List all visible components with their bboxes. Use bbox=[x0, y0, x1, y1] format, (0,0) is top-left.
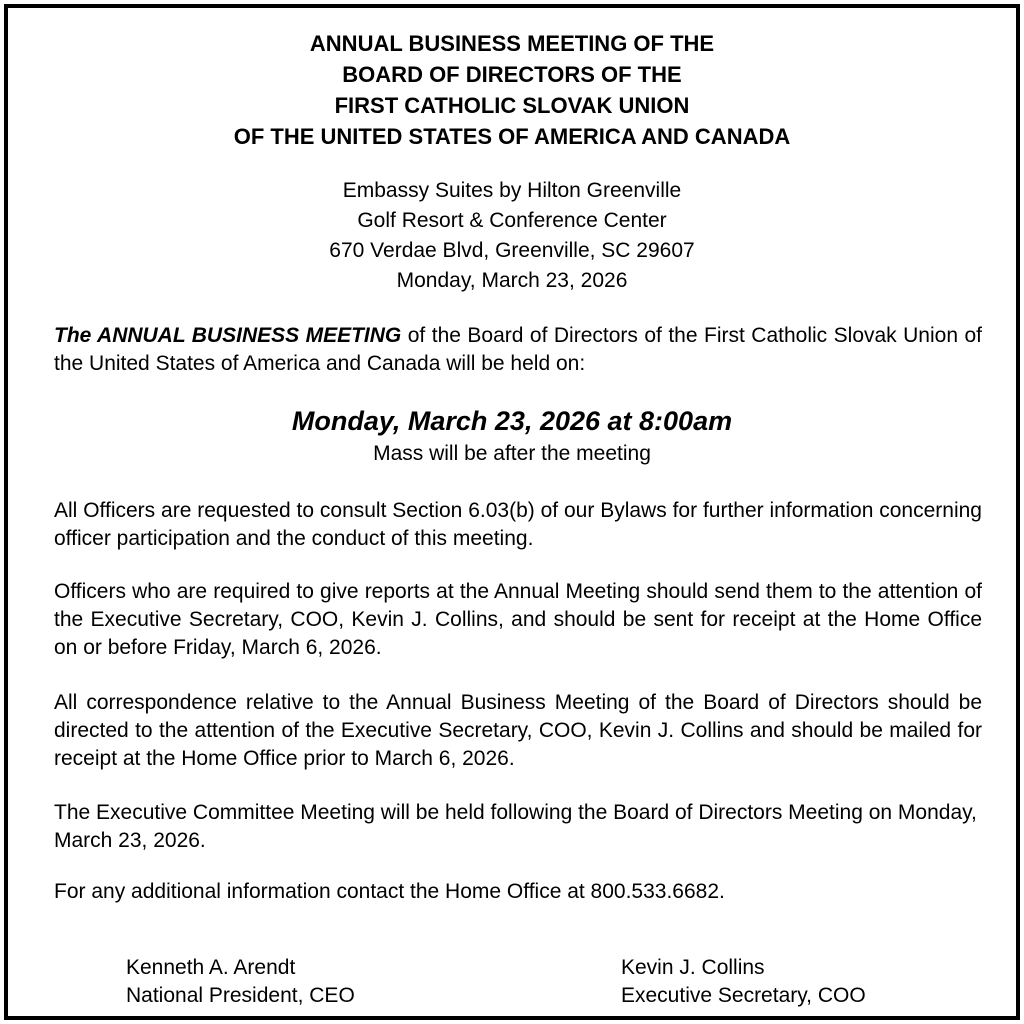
meeting-datetime: Monday, March 23, 2026 at 8:00am bbox=[291, 406, 733, 436]
executive-committee-paragraph: The Executive Committee Meeting will be held following the Board of Directors Meeting on Monday, March 23, 2026. bbox=[54, 801, 977, 852]
signature-title: National President, CEO bbox=[126, 984, 355, 1007]
title-line: OF THE UNITED STATES OF AMERICA AND CANADA bbox=[233, 124, 791, 149]
intro-rest: of the Board of Directors of the First Catholic Slovak Union of the United States of America and Canada will be held on: bbox=[54, 324, 982, 375]
bylaws-paragraph: All Officers are requested to consult Section 6.03(b) of our Bylaws for further information concerning officer participation and the conduct of this meeting. bbox=[54, 499, 982, 550]
notice-page bbox=[4, 4, 1020, 1020]
venue-line: Golf Resort & Conference Center bbox=[357, 209, 667, 232]
venue-line: Monday, March 23, 2026 bbox=[396, 269, 628, 292]
notice-title bbox=[8, 28, 1016, 152]
signature-secretary bbox=[621, 954, 866, 1010]
intro-paragraph bbox=[54, 322, 982, 378]
reports-paragraph: Officers who are required to give reports at the Annual Meeting should send them to the attention of the Executive Secretary, COO, Kevin J. Collins, and should be sent for receipt at the Home Office on or before Friday, March 6, 2026. bbox=[54, 580, 982, 659]
intro-lead: The ANNUAL BUSINESS MEETING bbox=[54, 324, 402, 347]
contact-paragraph: For any additional information contact the Home Office at 800.533.6682. bbox=[54, 880, 725, 903]
mass-note: Mass will be after the meeting bbox=[373, 442, 651, 465]
title-line: ANNUAL BUSINESS MEETING OF THE bbox=[309, 31, 715, 56]
signature-name: Kevin J. Collins bbox=[621, 956, 765, 979]
signature-president bbox=[126, 954, 355, 1010]
venue-line: Embassy Suites by Hilton Greenville bbox=[342, 179, 682, 202]
title-line: BOARD OF DIRECTORS OF THE bbox=[342, 62, 682, 87]
venue-line: 670 Verdae Blvd, Greenville, SC 29607 bbox=[329, 239, 695, 262]
signature-title: Executive Secretary, COO bbox=[621, 984, 866, 1007]
signature-name: Kenneth A. Arendt bbox=[126, 956, 296, 979]
title-line: FIRST CATHOLIC SLOVAK UNION bbox=[334, 93, 690, 118]
correspondence-paragraph: All correspondence relative to the Annual Business Meeting of the Board of Directors should be directed to the attention of the Executive Secretary, COO, Kevin J. Collins and should be mailed for receipt at the Home Office prior to March 6, 2026. bbox=[54, 691, 982, 770]
venue-block bbox=[8, 176, 1016, 296]
